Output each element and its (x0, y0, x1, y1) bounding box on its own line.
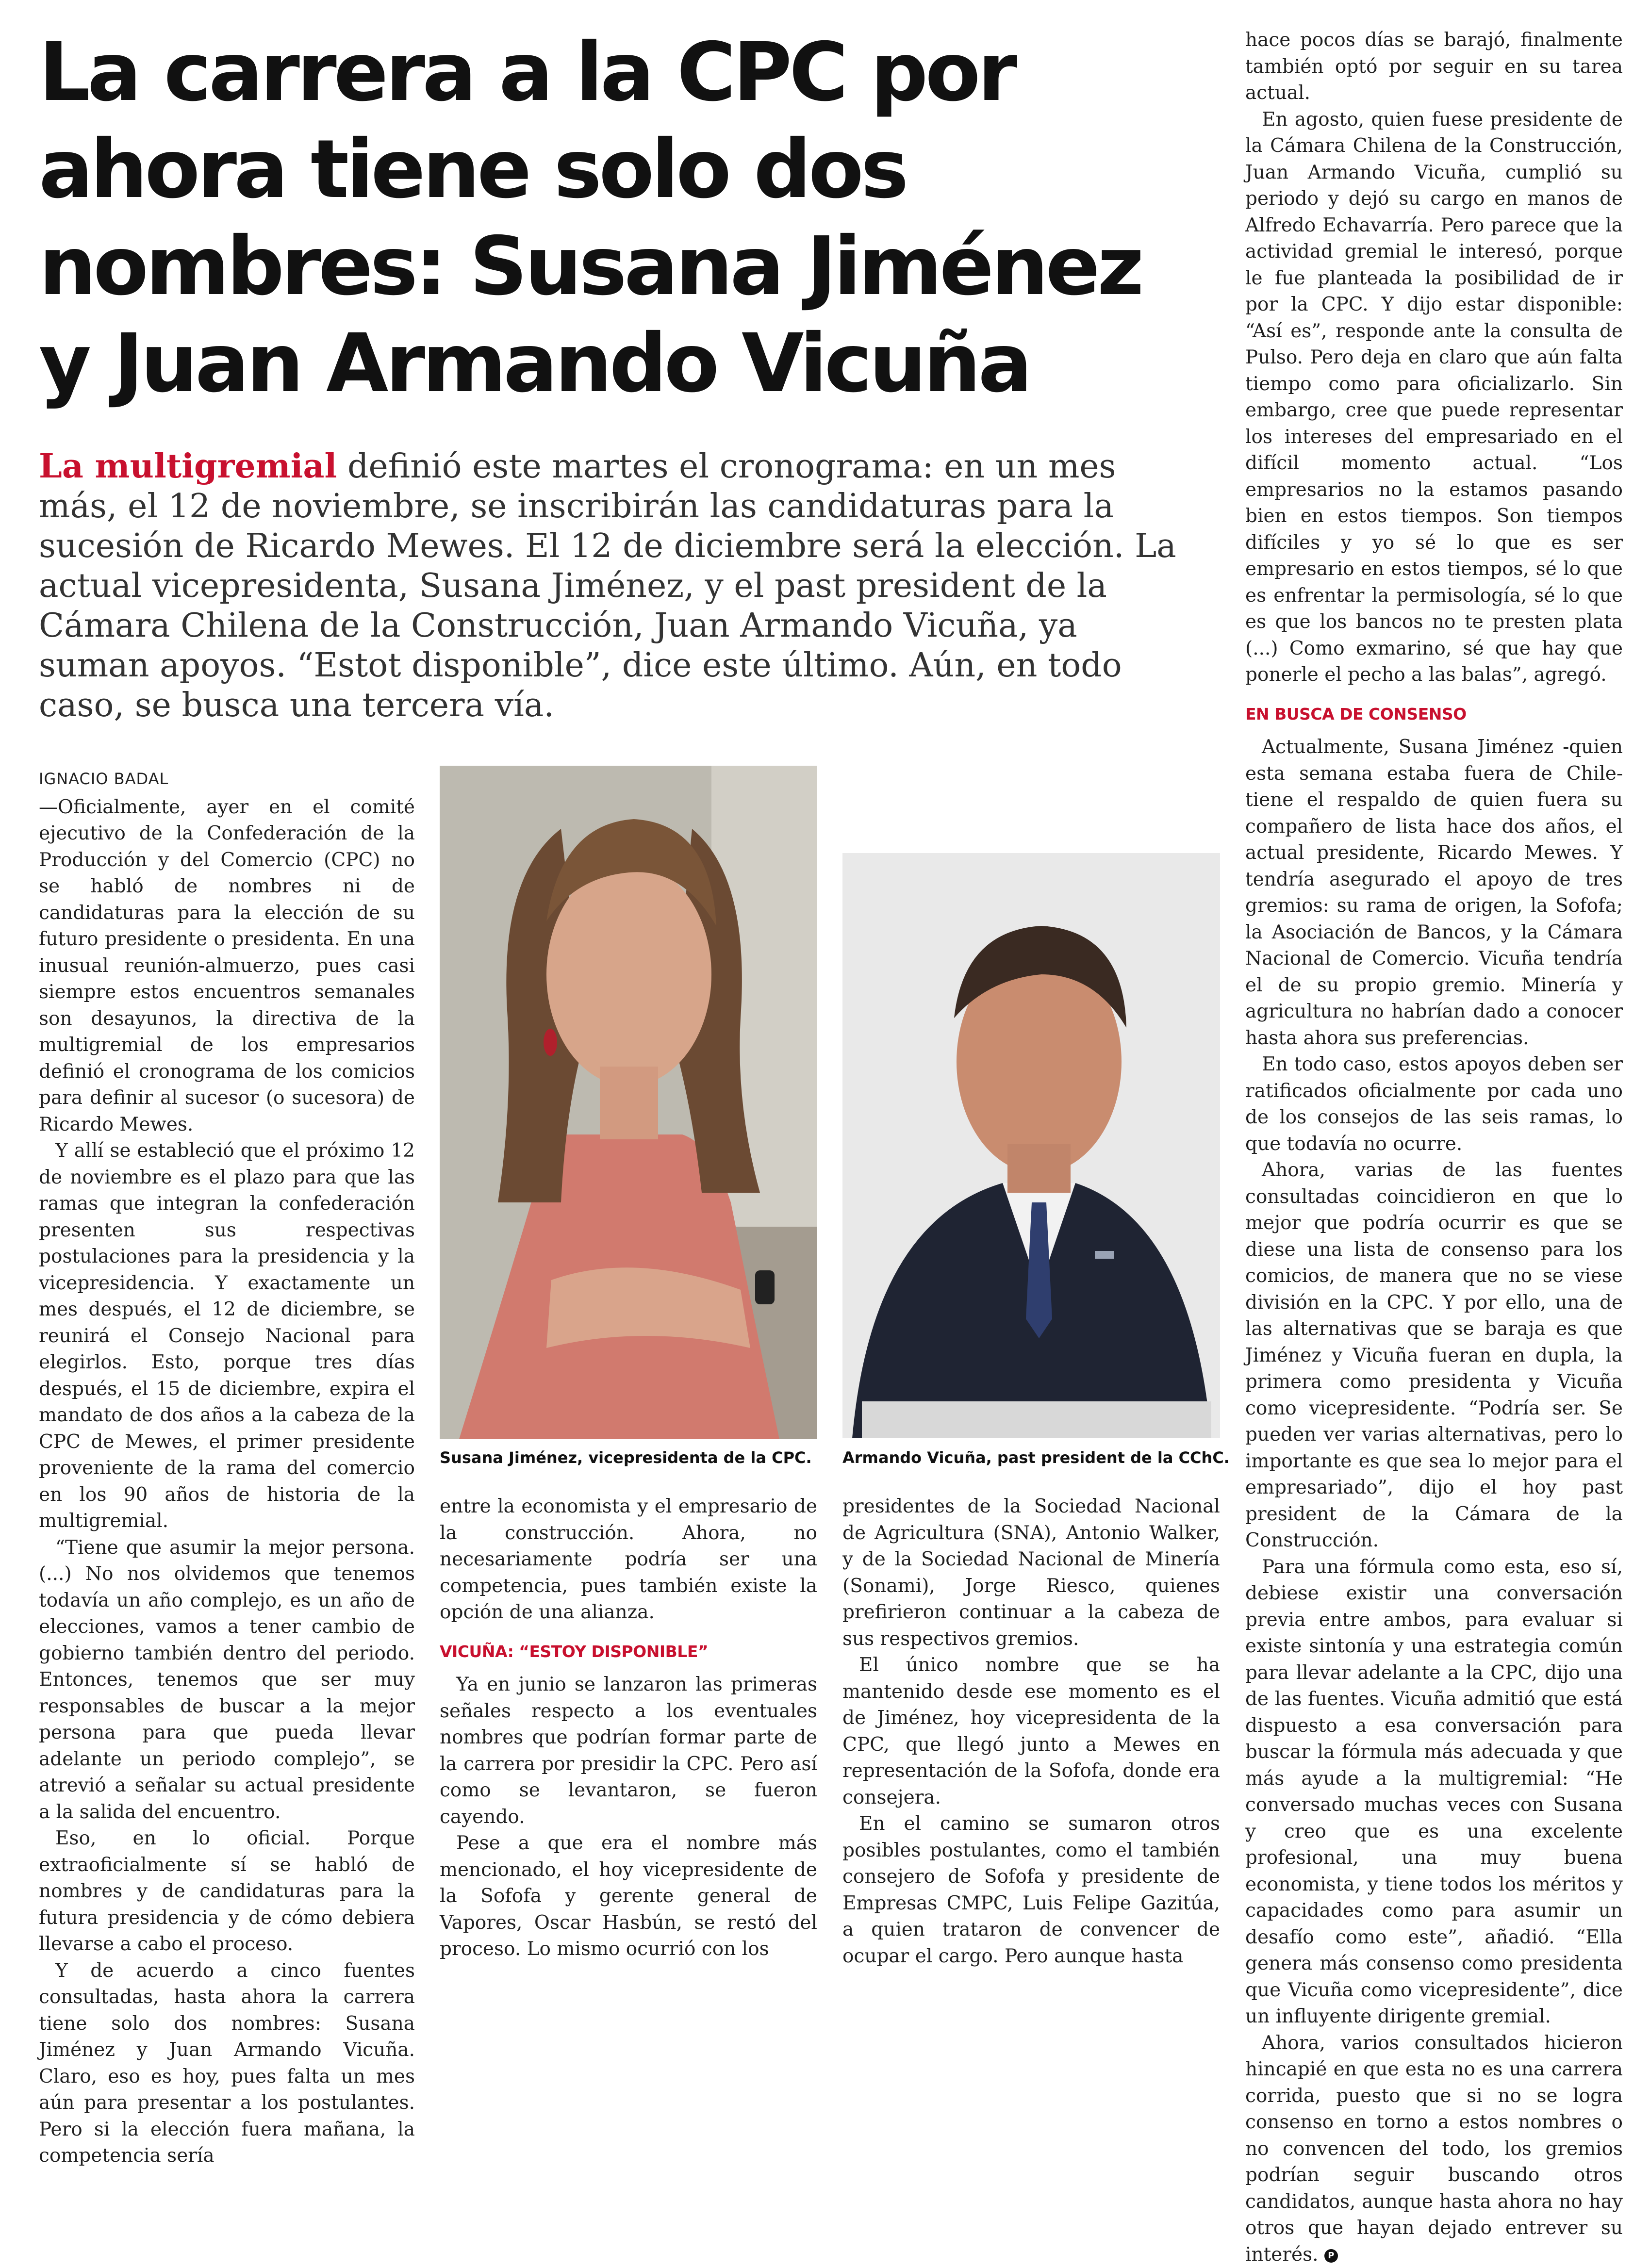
portrait-man-illustration (842, 853, 1220, 1438)
paragraph: “Tiene que asumir la mejor persona. (...) No nos olvidemos que tenemos todavía un año complejo, es un año de elecciones, vamos a tener cambio de gobierno también dentro del periodo. Entonces, tenemos que ser muy responsables de buscar a la mejor persona para que pueda llevar adelante un periodo complejo”, se atrevió a señalar su actual presidente a la salida del encuentro. (39, 1535, 415, 1826)
paragraph (1245, 2030, 1623, 2268)
paragraph: En el camino se sumaron otros posibles postulantes, como el también consejero de Sofofa y presidente de Empresas CMPC, Luis Felipe Gazitúa, a quien trataron de convencer de ocupar el cargo. Pero aunque hasta (842, 1811, 1220, 1970)
caption-photo-2: Armando Vicuña, past president de la CChC. (842, 1448, 1231, 1467)
portrait-woman-illustration (440, 766, 817, 1439)
photo-susana-jimenez (440, 766, 817, 1439)
caption-photo-1: Susana Jiménez, vicepresidenta de la CPC. (440, 1448, 828, 1467)
paragraph: El único nombre que se ha mantenido desde ese momento es el de Jiménez, hoy vicepresidenta de la CPC, que llegó junto a Mewes en representación de la Sofofa, donde era consejera. (842, 1652, 1220, 1811)
paragraph: presidentes de la Sociedad Nacional de Agricultura (SNA), Antonio Walker, y de la Sociedad Nacional de Minería (Sonami), Jorge Riesco, quienes prefirieron continuar a la cabeza de sus respectivos gremios. (842, 1494, 1220, 1652)
paragraph: hace pocos días se barajó, finalmente también optó por seguir en su tarea actual. (1245, 27, 1623, 107)
subhead-en-busca-de-consenso: EN BUSCA DE CONSENSO (1245, 701, 1623, 728)
subhead-vicuna-disponible: VICUÑA: “ESTOY DISPONIBLE” (440, 1639, 817, 1665)
byline: IGNACIO BADAL (39, 766, 415, 792)
paragraph-text: Ahora, varios consultados hicieron hincapié en que esta no es una carrera corrida, puesto que si no se logra consenso en torno a estos nombres o no convencen del todo, los gremios podrían seguir buscando otros candidatos, aunque hasta ahora no hay otros que hayan dejado entrever su interés. (1245, 2032, 1623, 2266)
article-column-3 (842, 1494, 1220, 1970)
paragraph: Pese a que era el nombre más mencionado, el hoy vicepresidente de la Sofofa y gerente general de Vapores, Oscar Hasbún, se restó del proceso. Lo mismo ocurrió con los (440, 1830, 817, 1963)
article-column-4 (1245, 27, 1623, 2268)
article-column-2 (440, 1494, 817, 1963)
paragraph: entre la economista y el empresario de la construcción. Ahora, no necesariamente podría ser una competencia, pues también existe la opción de una alianza. (440, 1494, 817, 1626)
article-column-1 (39, 766, 415, 2169)
paragraph: En todo caso, estos apoyos deben ser ratificados oficialmente por cada uno de los consejos de las seis ramas, lo que todavía no ocurre. (1245, 1052, 1623, 1157)
photo-juan-armando-vicuna (842, 853, 1220, 1438)
paragraph: Para una fórmula como esta, eso sí, debiese existir una conversación previa entre ambos, para evaluar si existe sintonía y una estrategia común para llevar adelante a la CPC, dijo una de las fuentes. Vicuña admitió que está dispuesto a esa conversación para buscar la fórmula más adecuada y que más ayude a la multigremial: “He conversado muchas veces con Susana y creo que es una excelente profesional, una muy buena economista, y tiene todos los méritos y capacidades como para asumir un desafío como este”, añadió. “Ella genera más consenso como presidenta que Vicuña como vicepresidente”, dice un influyente dirigente gremial. (1245, 1554, 1623, 2030)
paragraph: Y allí se estableció que el próximo 12 de noviembre es el plazo para que las ramas que integran la confederación presenten sus respectivas postulaciones para la presidencia y la vicepresidencia. Y exactamente un mes después, el 12 de diciembre, se reunirá el Consejo Nacional para elegirlos. Esto, porque tres días después, el 15 de diciembre, expira el mandato de dos años a la cabeza de la CPC de Mewes, el primer presidente proveniente de la rama del comercio en los 90 años de historia de la multigremial. (39, 1138, 415, 1535)
lead-text: definió este martes el cronograma: en un mes más, el 12 de noviembre, se inscribirán las candidaturas para la sucesión de Ricardo Mewes. El 12 de diciembre será la elección. La actual vicepresidenta, Susana Jiménez, y el past president de la Cámara Chilena de la Construcción, Juan Armando Vicuña, ya suman apoyos. “Estot disponible”, dice este último. Aún, en todo caso, se busca una tercera vía. (39, 447, 1176, 724)
lead-kicker: La multigremial (39, 447, 337, 486)
lead-paragraph (39, 446, 1194, 725)
paragraph: Eso, en lo oficial. Porque extraoficialmente sí se habló de nombres y de candidaturas para la futura presidencia y de cómo debiera llevarse a cabo el proceso. (39, 1825, 415, 1958)
paragraph: Ya en junio se lanzaron las primeras señales respecto a los eventuales nombres que podrían formar parte de la carrera por presidir la CPC. Pero así como se levantaron, se fueron cayendo. (440, 1672, 817, 1830)
paragraph: En agosto, quien fuese presidente de la Cámara Chilena de la Construcción, Juan Armando Vicuña, cumplió su periodo y dejó su cargo en manos de Alfredo Echavarría. Pero parece que la actividad gremial le interesó, porque le fue planteada la posibilidad de ir por la CPC. Y dijo estar disponible: “Así es”, responde ante la consulta de Pulso. Pero deja en claro que aún falta tiempo como para oficializarlo. Sin embargo, cree que puede representar los intereses del empresariado en el difícil momento actual. “Los empresarios no la estamos pasando bien en estos tiempos. Son tiempos difíciles y yo sé lo que es ser empresario en estos tiempos, sé lo que es enfrentar la permisología, sé lo que es que los bancos no te presten plata (...) Como exmarino, sé que hay que ponerle el pecho a las balas”, agregó. (1245, 107, 1623, 689)
headline: La carrera a la CPC por ahora tiene solo dos nombres: Susana Jiménez y Juan Armando Vicuña (39, 24, 1204, 412)
paragraph: —Oficialmente, ayer en el comité ejecutivo de la Confederación de la Producción y del Comercio (CPC) no se habló de nombres ni de candidaturas para la elección de su futuro presidente o presidenta. En una inusual reunión-almuerzo, pues casi siempre estos encuentros semanales son desayunos, la directiva de la multigremial de los empresarios definió el cronograma de los comicios para definir al sucesor (o sucesora) de Ricardo Mewes. (39, 794, 415, 1138)
paragraph: Y de acuerdo a cinco fuentes consultadas, hasta ahora la carrera tiene solo dos nombres: Susana Jiménez y Juan Armando Vicuña. Claro, eso es hoy, pues falta un mes aún para presentar a los postulantes. Pero si la elección fuera mañana, la competencia sería (39, 1958, 415, 2169)
paragraph: Actualmente, Susana Jiménez -quien esta semana estaba fuera de Chile- tiene el respaldo de quien fuera su compañero de lista hace dos años, el actual presidente, Ricardo Mewes. Y tendría asegurado el apoyo de tres gremios: su rama de origen, la Sofofa; la Asociación de Bancos, y la Cámara Nacional de Comercio. Vicuña tendría el de su propio gremio. Minería y agricultura no habrían dado a conocer hasta ahora sus preferencias. (1245, 734, 1623, 1052)
end-mark-icon: P (1324, 2249, 1338, 2263)
paragraph: Ahora, varias de las fuentes consultadas coincidieron en que lo mejor que podría ocurrir es que se diese una lista de consenso para los comicios, de manera que no se viese división en la CPC. Y por ello, una de las alternativas que se baraja es que Jiménez y Vicuña fueran en dupla, la primera como presidenta y Vicuña como vicepresidente. “Podría ser. Se pueden ver varias alternativas, pero lo importante es que sea lo mejor para el empresariado”, dijo el hoy past president de la Cámara de la Construcción. (1245, 1157, 1623, 1554)
